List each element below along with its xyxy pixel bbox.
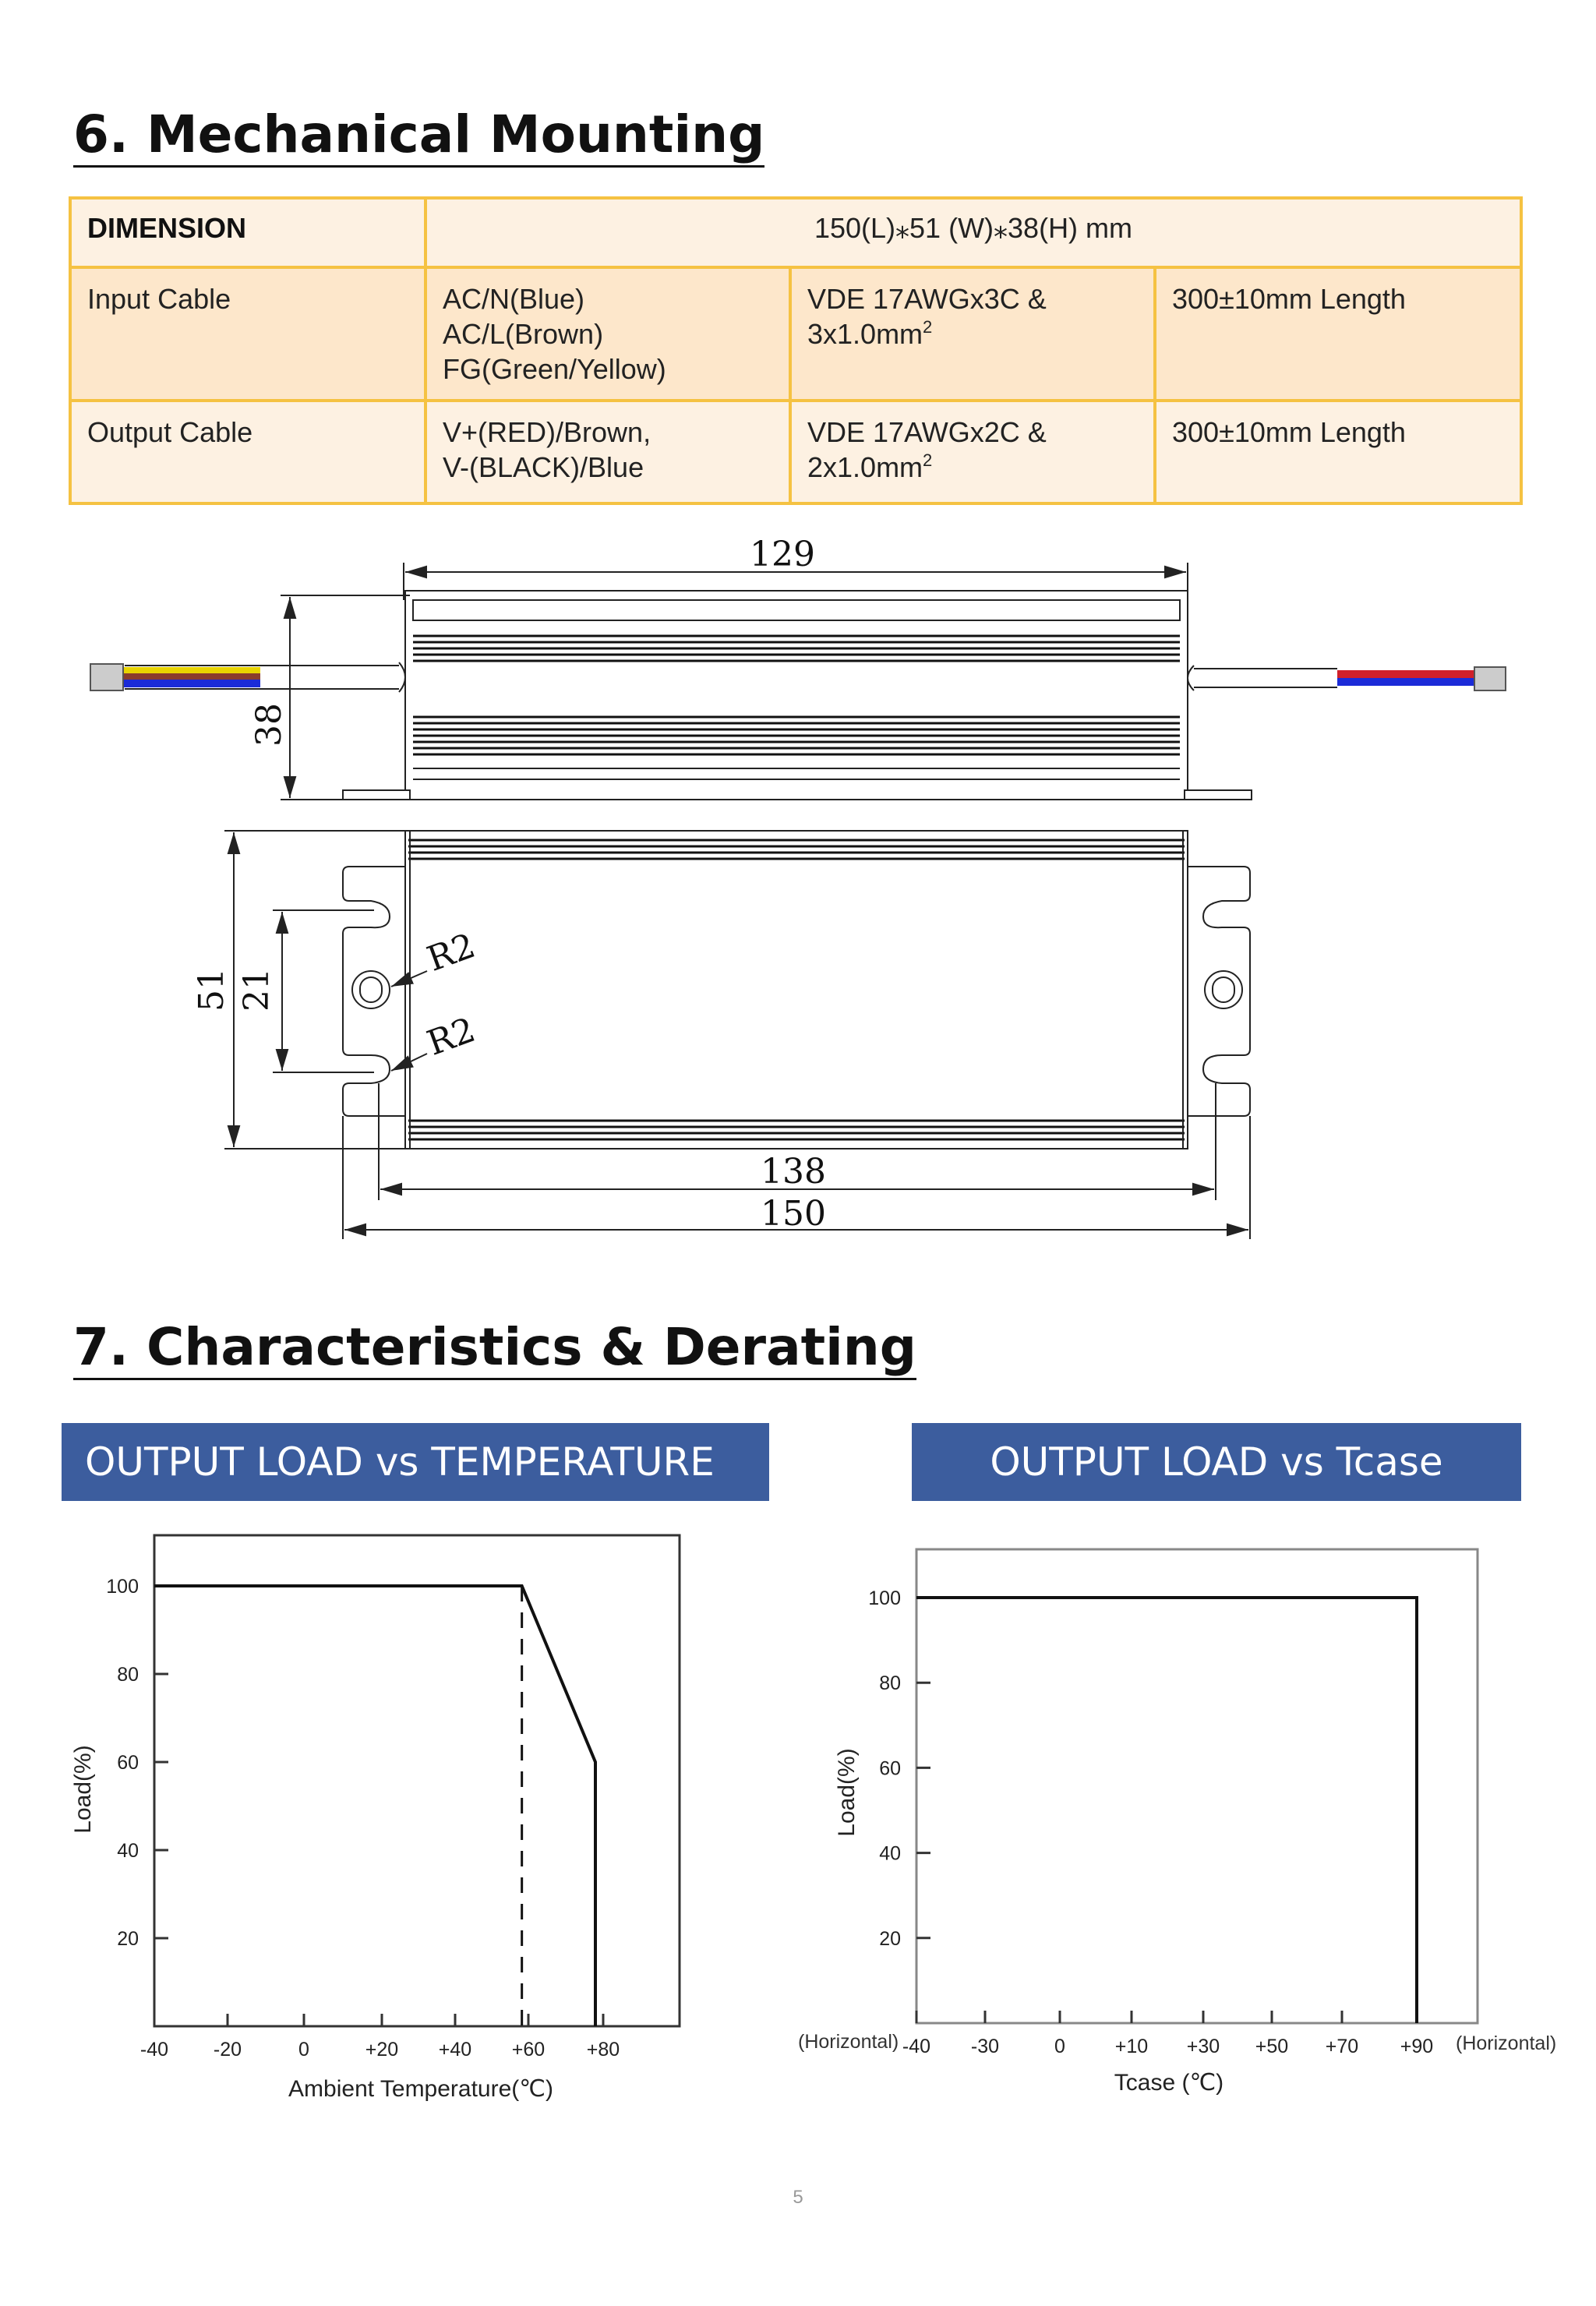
x-tick-label: 0 [1054,2036,1065,2057]
x-axis-ticks [140,2014,620,2061]
x-tick-label: +20 [365,2039,399,2061]
x-tick-label: +30 [1186,2036,1220,2057]
dimension-label: DIMENSION [70,198,425,267]
wire-end-left [90,664,123,690]
wire-text: AC/N(Blue) [443,283,585,315]
side-view [125,563,1337,800]
plot-frame [154,1535,680,2026]
dim-width: 51 [192,968,231,1012]
spec-text: 2x1.0mm [807,451,923,483]
x-note: (Horizontal) [1456,2032,1557,2054]
wire-brown [123,673,260,680]
x-axis-label: Tcase (℃) [1114,2070,1224,2096]
x-axis-ticks [902,2011,1433,2057]
section-title-mechanical-mounting: 6. Mechanical Mounting [73,109,764,168]
page-number: 5 [793,2187,803,2208]
x-tick-label: +70 [1325,2036,1359,2057]
wire-yellow [123,667,260,673]
top-view [224,831,1250,1239]
dim-mount-pitch: 138 [761,1152,826,1192]
wire-text: FG(Green/Yellow) [443,353,666,385]
x-tick-label: +10 [1114,2036,1149,2057]
plot-marks [154,1586,595,2026]
x-note: (Horizontal) [798,2031,899,2053]
load-curve-line [916,1598,1417,2023]
wire-end-right [1474,667,1506,690]
y-axis-ticks [106,1576,168,1950]
input-cable-label: Input Cable [70,267,425,401]
wire-text: V+(RED)/Brown, [443,416,651,448]
spec-line: VDE 17AWGx3C & [807,283,1047,315]
x-tick-label: -40 [139,2039,169,2061]
spec-superscript: 2 [923,450,933,470]
dim-length-total: 150 [761,1194,826,1234]
output-cable-length: 300±10mm Length [1155,401,1521,503]
y-tick-label: 100 [106,1576,139,1598]
y-axis-label: Load(%) [70,1745,96,1834]
x-tick-label: -30 [970,2036,1000,2057]
output-cable-label: Output Cable [70,401,425,503]
dim-radius-top: R2 [422,925,481,980]
x-tick-label: -40 [902,2036,931,2057]
y-tick-label: 60 [879,1757,901,1780]
x-tick-label: +90 [1400,2036,1434,2057]
plot-frame [916,1549,1478,2023]
y-tick-label: 80 [879,1672,901,1695]
x-tick-label: +50 [1255,2036,1289,2057]
wire-text: AC/L(Brown) [443,318,604,350]
wire-blue [123,680,260,687]
dim-radius-bottom: R2 [422,1009,481,1064]
wire-red [1337,670,1474,678]
x-tick-label: 0 [298,2039,309,2061]
dimension-value: 150(L)⁎51 (W)⁎38(H) mm [425,198,1521,267]
wire-text: V-(BLACK)/Blue [443,451,644,483]
x-axis-label: Ambient Temperature(℃) [288,2076,553,2102]
y-axis-ticks [868,1587,930,1950]
y-tick-label: 20 [879,1927,901,1950]
chart-header-load-vs-tcase: OUTPUT LOAD vs Tcase [912,1423,1521,1501]
dim-hole-pitch: 21 [237,968,277,1012]
y-axis-label: Load(%) [834,1748,860,1837]
y-tick-label: 20 [117,1928,139,1950]
wire-blue [1337,678,1474,686]
x-tick-label: +60 [511,2039,546,2061]
input-cable-length: 300±10mm Length [1155,267,1521,401]
y-tick-label: 40 [879,1842,901,1865]
y-tick-label: 40 [117,1840,139,1862]
plot-marks [916,1598,1417,2023]
y-tick-label: 80 [117,1664,139,1686]
x-tick-label: -20 [213,2039,242,2061]
spec-text: 3x1.0mm [807,318,923,350]
section-title-characteristics-derating: 7. Characteristics & Derating [73,1322,916,1380]
load-curve-line [154,1586,595,2026]
chart-header-load-vs-temperature: OUTPUT LOAD vs TEMPERATURE [62,1423,769,1501]
y-tick-label: 100 [868,1587,901,1609]
x-tick-label: +40 [438,2039,472,2061]
dim-height: 38 [249,703,289,747]
spec-superscript: 2 [923,317,933,337]
y-tick-label: 60 [117,1752,139,1774]
x-tick-label: +80 [586,2039,620,2061]
dim-length-inner: 129 [750,535,815,574]
spec-line: VDE 17AWGx2C & [807,416,1047,448]
